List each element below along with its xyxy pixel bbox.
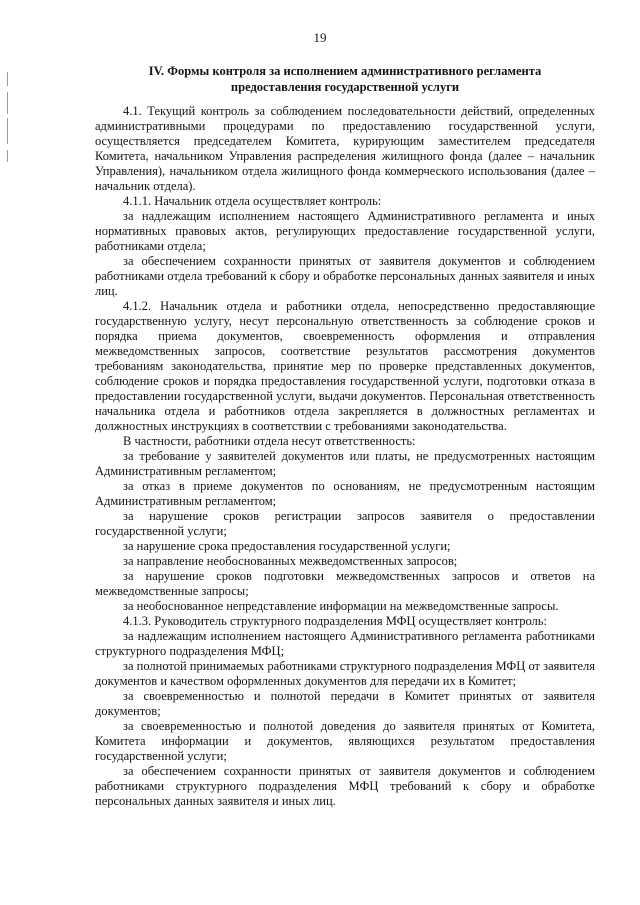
- document-body: [95, 104, 595, 809]
- list-item: за обеспечением сохранности принятых от заявителя документов и соблюдением работниками структурного подразделения МФЦ требований к сбору и обработке персональных данных заявителя и иных лиц.: [95, 764, 595, 808]
- list-item: за надлежащим исполнением настоящего Административного регламента работниками структурного подразделения МФЦ;: [95, 629, 595, 658]
- section-heading-line-1: IV. Формы контроля за исполнением административного регламента: [148, 64, 542, 78]
- page-number: 19: [313, 30, 327, 45]
- scan-margin-mark: [7, 118, 8, 144]
- list-item: за отказ в приеме документов по основаниям, не предусмотренным настоящим Административным регламентом;: [95, 479, 595, 508]
- scan-margin-mark: [7, 92, 8, 114]
- list-item: за своевременностью и полнотой доведения до заявителя принятых от Комитета, Комитета информации и документов, являющихся результатом предоставления государственной услуги;: [95, 719, 595, 763]
- scan-margin-mark: [7, 72, 8, 86]
- paragraph-4-1-2: 4.1.2. Начальник отдела и работники отдела, непосредственно предоставляющие государственную услугу, несут персональную ответственность за соблюдение сроков и порядка приема документов, своевременность оформления и отправления межведомственных запросов, соответствие результатов рассмотрения документов требованиям законодательства, принятие мер по проверке представленных документов, соблюдение сроков и порядка предоставления государственной услуги, подготовки отказа в предоставлении государственной услуги, выдачи документов. Персональная ответственность начальника отдела и работников отдела закрепляется в должностных регламентах и должностных инструкциях в соответствии с требованиями законодательства.: [95, 299, 595, 433]
- list-item: за необоснованное непредставление информации на межведомственные запросы.: [123, 599, 559, 613]
- scan-margin-mark: [7, 150, 8, 162]
- paragraph-4-1: 4.1. Текущий контроль за соблюдением последовательности действий, определенных административными процедурами по предоставлению государственной услуги, осуществляется председателем Комитета, курирующим заместителем председателя Комитета, начальником Управления распределения жилищного фонда (далее – начальник Управления), начальником отдела жилищного фонда коммерческого использования (далее – начальник отдела).: [95, 104, 595, 193]
- paragraph-4-1-3: 4.1.3. Руководитель структурного подразделения МФЦ осуществляет контроль:: [123, 614, 547, 628]
- paragraph-4-1-1: 4.1.1. Начальник отдела осуществляет контроль:: [123, 194, 382, 208]
- list-item: за своевременностью и полнотой передачи в Комитет принятых от заявителя документов;: [95, 689, 595, 718]
- list-item: за нарушение сроков подготовки межведомственных запросов и ответов на межведомственные запросы;: [95, 569, 595, 598]
- section-heading-line-2: предоставления государственной услуги: [230, 80, 460, 94]
- list-item: за нарушение срока предоставления государственной услуги;: [123, 539, 451, 553]
- list-item: за направление необоснованных межведомственных запросов;: [123, 554, 458, 568]
- list-item: за обеспечением сохранности принятых от заявителя документов и соблюдением работниками отдела требований к сбору и обработке персональных данных заявителя и иных лиц.: [95, 254, 595, 298]
- list-item: за нарушение сроков регистрации запросов заявителя о предоставлении государственной услуги;: [95, 509, 595, 538]
- paragraph-responsibility-intro: В частности, работники отдела несут ответственность:: [123, 434, 416, 448]
- list-item: за надлежащим исполнением настоящего Административного регламента и иных нормативных правовых актов, регулирующих предоставление государственной услуги, работниками отдела;: [95, 209, 595, 253]
- section-heading: [95, 63, 595, 95]
- list-item: за требование у заявителей документов или платы, не предусмотренных настоящим Административным регламентом;: [95, 449, 595, 478]
- list-item: за полнотой принимаемых работниками структурного подразделения МФЦ от заявителя документов и качеством оформленных документов для передачи их в Комитет;: [95, 659, 595, 688]
